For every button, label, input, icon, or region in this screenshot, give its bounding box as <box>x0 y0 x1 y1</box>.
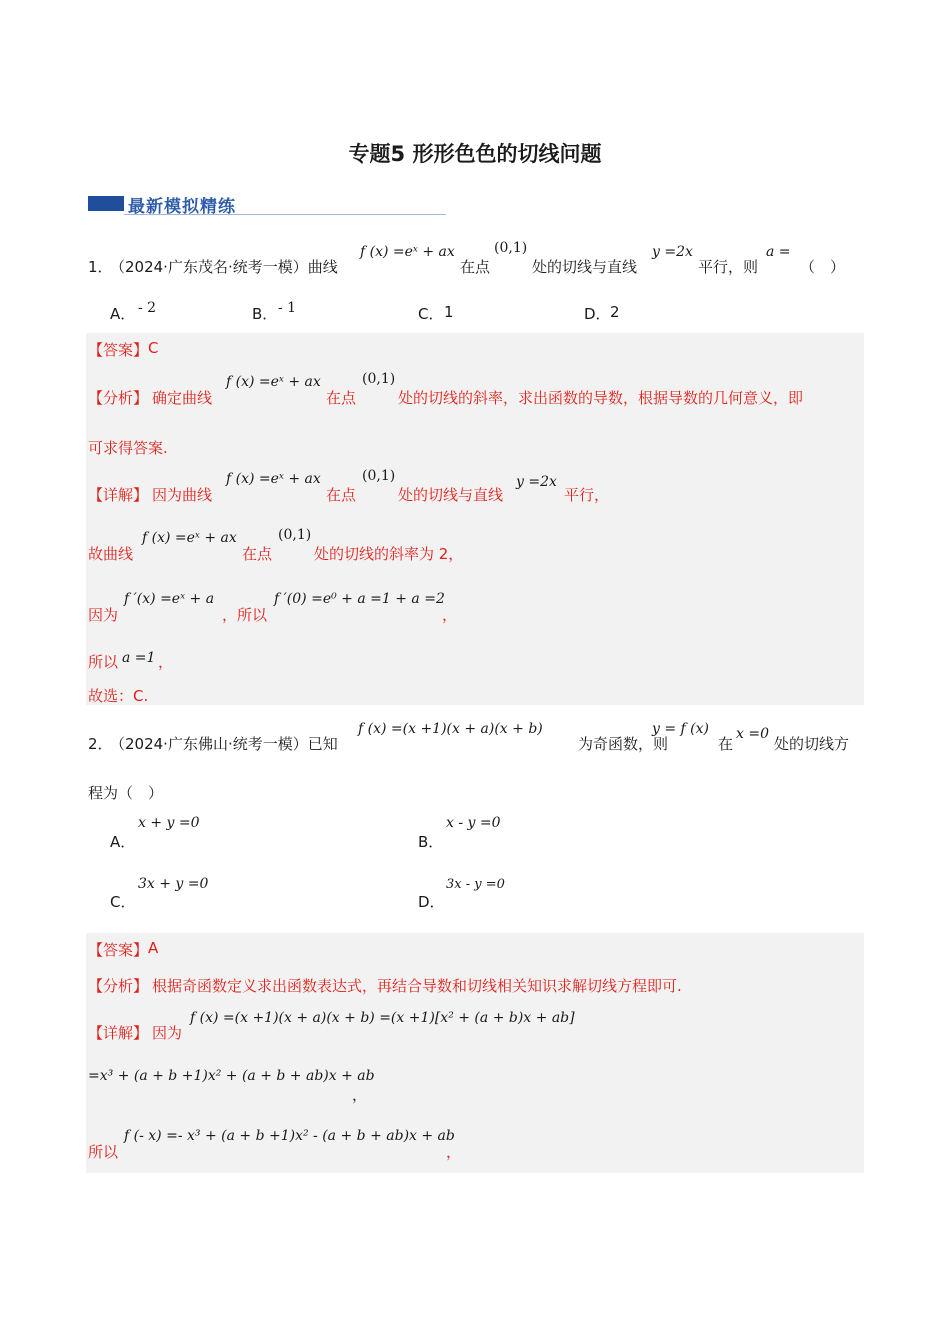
q1-detail-l3-f1: f ′(x) =eˣ + a <box>124 591 215 607</box>
q1-detail-l1-point: (0,1) <box>362 468 396 484</box>
q1-analysis-func: f (x) =eˣ + ax <box>226 374 321 390</box>
q2-x0: x =0 <box>736 726 769 742</box>
q1-detail-tag: 【详解】 <box>88 486 149 504</box>
q2-detail-l3-t2: ， <box>446 1143 462 1161</box>
q1-analysis-t2: 在点 <box>326 389 357 407</box>
banner-bar <box>88 196 124 211</box>
q1-detail-l2-t1: 故曲线 <box>88 545 134 563</box>
q1-detail-l3-t2: ，所以 <box>222 606 268 624</box>
q1-option-c: 1 <box>444 303 454 321</box>
q2-source: （2024·广东佛山·统考一模）已知 <box>110 735 338 753</box>
q1-detail-l1-func: f (x) =eˣ + ax <box>226 471 321 487</box>
q1-option-a-label: A． <box>110 305 136 323</box>
q2-detail-l3-t1: 所以 <box>88 1143 119 1161</box>
q1-option-c-label: C． <box>418 305 444 323</box>
q2-option-b-label: B． <box>418 833 444 851</box>
q2-number: 2． <box>88 735 113 753</box>
q2-yf: y = f (x) <box>652 721 709 737</box>
q1-analysis-t1: 确定曲线 <box>152 389 213 407</box>
q1-func: f (x) =eˣ + ax <box>360 244 455 260</box>
q2-option-c: 3x + y =0 <box>138 876 209 892</box>
q2-detail-l1-t1: 因为 <box>152 1024 183 1042</box>
q1-detail-l3-t3: ， <box>442 606 458 624</box>
q2-text-1: 为奇函数，则 <box>578 735 669 753</box>
q1-analysis-t4: 可求得答案. <box>88 439 168 457</box>
q1-detail-l1-t1: 因为曲线 <box>152 486 213 504</box>
q1-detail-l2-t3: 处的切线的斜率为 2， <box>314 545 464 563</box>
banner-underline <box>124 214 446 215</box>
q2-detail-l3-f: f (- x) =- x³ + (a + b +1)x² - (a + b + ab)x + ab <box>124 1128 455 1144</box>
q1-text-3: 平行，则 <box>698 258 759 276</box>
q2-text-2: 在 <box>718 735 734 753</box>
q2-text-3: 处的切线方 <box>774 735 850 753</box>
q1-detail-l4-f: a =1 <box>122 650 156 666</box>
q1-detail-l4-t1: 所以 <box>88 653 119 671</box>
q2-option-a-label: A． <box>110 833 136 851</box>
q1-analysis-tag: 【分析】 <box>88 389 149 407</box>
q2-detail-l2-t: ， <box>352 1086 368 1104</box>
q2-option-d-label: D． <box>418 893 445 911</box>
q1-detail-l1-t2: 在点 <box>326 486 357 504</box>
q2-option-b: x - y =0 <box>446 815 501 831</box>
q1-text-1: 在点 <box>460 258 491 276</box>
q1-source: （2024·广东茂名·统考一模）曲线 <box>110 258 338 276</box>
q1-analysis-point: (0,1) <box>362 371 396 387</box>
q1-option-b-label: B． <box>252 305 278 323</box>
q2-option-d: 3x - y =0 <box>446 877 505 892</box>
banner-text: 最新模拟精练 <box>128 197 236 217</box>
q1-point: (0,1) <box>494 240 528 256</box>
q1-option-a: - 2 <box>138 300 157 316</box>
q2-detail-l1-f: f (x) =(x +1)(x + a)(x + b) =(x +1)[x² + (a + b)x + ab] <box>190 1010 575 1026</box>
q2-text-4: 程为（ ） <box>88 784 164 802</box>
q2-option-a: x + y =0 <box>138 815 200 831</box>
q1-answer-value: C <box>148 339 159 357</box>
q1-number: 1． <box>88 258 113 276</box>
q1-detail-l1-line: y =2x <box>516 474 557 490</box>
q2-analysis-text: 根据奇函数定义求出函数表达式，再结合导数和切线相关知识求解切线方程即可. <box>152 977 682 995</box>
q1-detail-l4-t2: ， <box>158 653 174 671</box>
q1-text-2: 处的切线与直线 <box>532 258 638 276</box>
q1-option-d-label: D． <box>584 305 611 323</box>
q1-option-d: 2 <box>610 303 620 321</box>
q1-line: y =2x <box>652 244 693 260</box>
q1-var: a = <box>766 244 791 260</box>
q2-func: f (x) =(x +1)(x + a)(x + b) <box>358 721 543 737</box>
q1-detail-l2-point: (0,1) <box>278 527 312 543</box>
q1-option-b: - 1 <box>278 300 297 316</box>
q2-option-c-label: C． <box>110 893 136 911</box>
q1-analysis-t3: 处的切线的斜率，求出函数的导数，根据导数的几何意义，即 <box>398 389 804 407</box>
q1-detail-l2-t2: 在点 <box>242 545 273 563</box>
q1-detail-l1-t3: 处的切线与直线 <box>398 486 504 504</box>
q2-answer-tag: 【答案】 <box>88 941 149 959</box>
q1-detail-l3-f2: f ′(0) =e⁰ + a =1 + a =2 <box>274 591 445 607</box>
q1-answer-tag: 【答案】 <box>88 341 149 359</box>
section-banner <box>88 190 448 218</box>
q1-detail-l3-t1: 因为 <box>88 606 119 624</box>
page-title: 专题5 形形色色的切线问题 <box>348 142 602 166</box>
q2-analysis-tag: 【分析】 <box>88 977 149 995</box>
q1-text-4: （ ） <box>800 258 846 276</box>
q1-detail-l2-func: f (x) =eˣ + ax <box>142 530 237 546</box>
q1-detail-l5: 故选：C. <box>88 687 149 705</box>
q2-detail-tag: 【详解】 <box>88 1024 149 1042</box>
q2-answer-value: A <box>148 939 159 957</box>
q1-detail-l1-t4: 平行， <box>564 486 610 504</box>
q2-detail-l2-f: =x³ + (a + b +1)x² + (a + b + ab)x + ab <box>88 1068 375 1084</box>
